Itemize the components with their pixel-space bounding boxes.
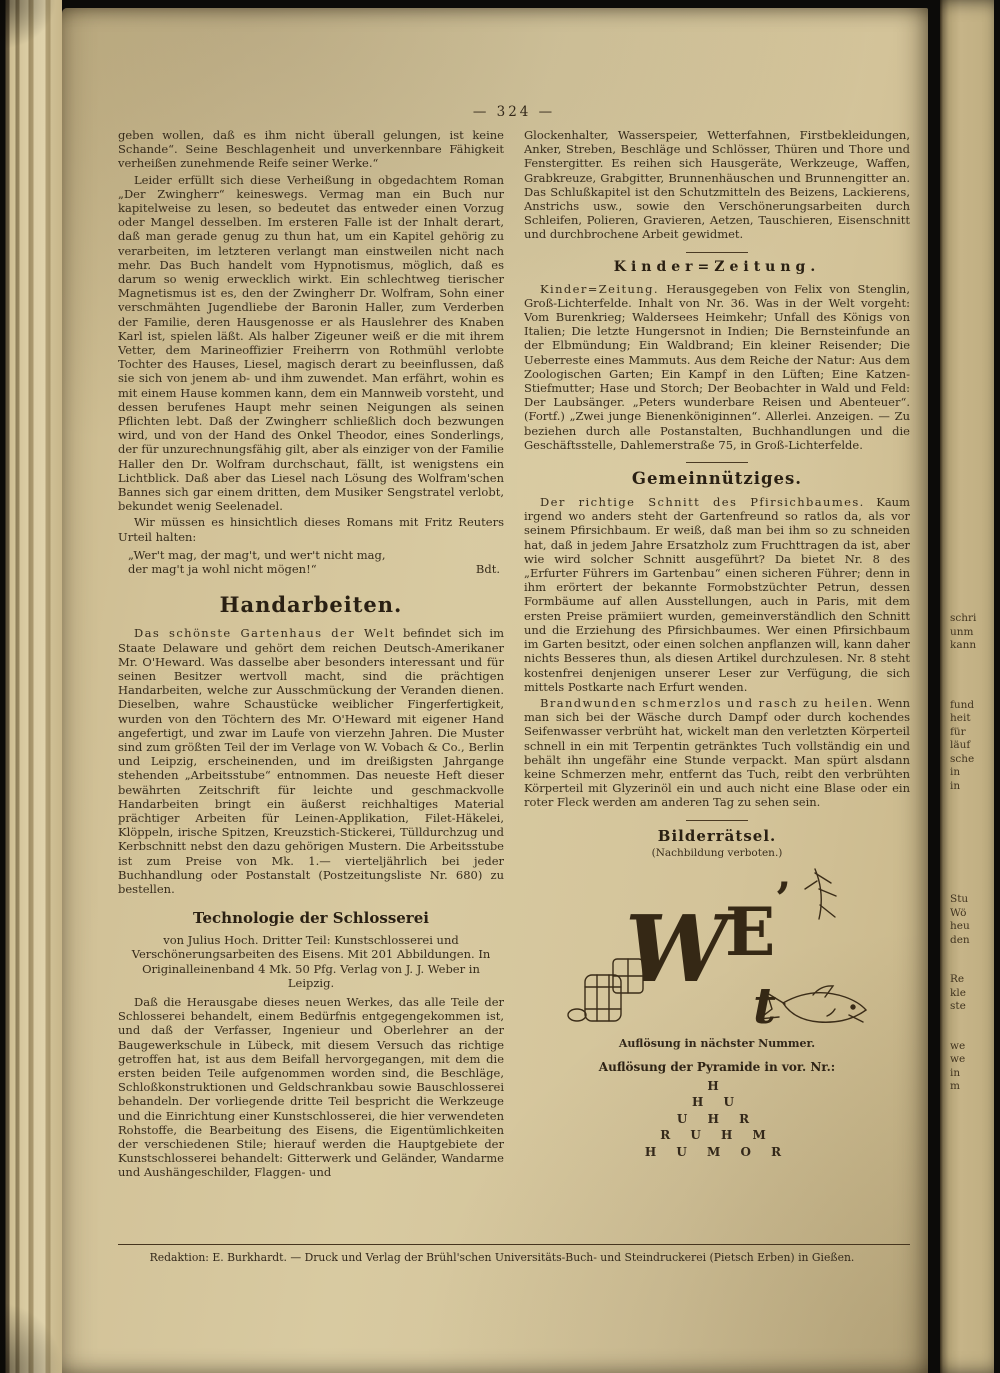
adjacent-page-text-fragment: in: [950, 766, 961, 778]
handarbeiten-body: befindet sich im Staate Delaware und gehört dem reichen Deutsch-Amerikaner Mr. O'Heward. Was dasselbe aber besonders interessant und für seinen Besitzer wertvoll macht, sind die prächtigen Handarbeiten, welche zur Ausschmückung der Veranden dienen. Dieselben, wahre Schaustücke weiblicher Fingerfertigkeit, wurden von den Töchtern des Mr. O'Heward mit eigener Hand angefertigt, und zwar im Laufe von vierzehn Jahren. Die Muster sind zum größten Teil der im Verlage von W. Vobach & Co., Berlin und Leipzig, erscheinenden, und im dreißigsten Jahrgange stehenden „Arbeitsstube“ entnommen. Das neueste Heft dieser bewährten Zeitschrift für leichte und geschmackvolle Handarbeiten bringt ein äußerst reichhaltiges Material prächtiger Arbeiten für Leinen-Applikation, Filet-Häkelei, Klöppeln, irische Spitzen, Kreuzstich-Stickerei, Tülldurchzug und Kerbschnitt nebst den dazu gehörigen Mustern. Die Arbeitsstube ist zum Preise von Mk. 1.— vierteljährlich bei jeder Buchhandlung oder Postanstalt (Postzeitungsliste Nr. 680) zu bestellen.: [118, 626, 504, 896]
section-heading-bilderraetsel: Bilderrätsel.: [657, 826, 777, 845]
adjacent-page-text-fragment: fund: [950, 698, 975, 711]
section-heading-gemeinnuetziges: Gemeinnütziges.: [631, 469, 803, 489]
branch-illustration: [805, 869, 836, 919]
section-heading-handarbeiten: Handarbeiten.: [219, 592, 403, 618]
page-number: — 324 —: [472, 104, 556, 120]
scanned-page: [62, 8, 928, 1373]
section-divider: [686, 252, 748, 253]
kinder-zeitung-body: Herausgegeben von Felix von Stenglin, Groß-Lichterfelde. Inhalt von Nr. 36. Was in der Welt vorgeht: Vom Burenkrieg; Waldersees Heimkehr; Unfall des Königs von Italien; Die letzte Hungersnot in Indien; Die Bernsteinfunde an der Elbmündung; Ein Waldbrand; Ein kleiner Reisender; Die Ueberreste eines Mammuts. Aus dem Reiche der Natur: Aus dem Zoologischen Garten; Ein Kampf in den Lüften; Eine Katzen-Stiefmutter; Hase und Storch; Der Beobachter in Wald und Feld: Der Laubsänger. „Peters wunderbare Reisen und Abenteuer“. (Fortf.) „Zwei junge Bienenköniginnen“. Allerlei. Anzeigen. — Zu beziehen durch alle Postanstalten, Buchhandlungen und die Geschäftsstelle, Dahlemerstraße 75, in Groß-Lichterfelde.: [524, 281, 910, 452]
adjacent-page-text-fragment: für: [950, 725, 966, 738]
rebus-letter-w: W: [625, 894, 729, 1003]
pyramid-solution-title: Auflösung der Pyramide in vor. Nr.:: [598, 1059, 836, 1074]
adjacent-page-text-fragment: in: [950, 1066, 961, 1079]
left-column: [118, 128, 504, 1182]
adjacent-page-text-fragment: den: [950, 933, 970, 946]
pyramid-row: H: [707, 1078, 727, 1093]
adjacent-page-text-fragment: Re: [950, 973, 965, 985]
rebus-letter-e: E: [725, 892, 776, 971]
handarbeiten-paragraph: [118, 626, 504, 896]
pfirsich-paragraph: [524, 495, 910, 694]
imprint-footer: Redaktion: E. Burkhardt. — Druck und Verlag der Brühl'schen Universitäts-Buch- und Steindruckerei (Pietsch Erben) in Gießen.: [149, 1251, 855, 1264]
adjacent-page-text: [950, 612, 992, 1094]
section-heading-technologie: Technologie der Schlosserei: [193, 909, 429, 928]
pfirsich-body: Kaum irgend wo anders steht der Gartenfreund so ratlos da, als vor seinem Pfirsichbaum. Er weiß, daß man bei ihm so zu schneiden hat, daß in jedem Jahre Ersatzholz zum Fruchttragen da ist, aber wie wird solcher Schnitt ausgeführt? Da bietet Nr. 8 des „Erfurter Führers im Gartenbau“ einen sicheren Führer; denn in ihm erörtert der bekannte Formobstzüchter Petrun, dessen Formbäume auf allen Ausstellungen, auch in Paris, mit dem ersten Preise prämiiert wurden, gemeinverständlich den Schnitt und die Erziehung des Pfirsichbaumes. Wer einen Pfirsichbaum im Garten besitzt, oder einen solchen anpflanzen will, kann daher nichts Besseres thun, als diesen Artikel durchzulesen. Nr. 8 steht kostenfrei denjenigen unserer Leser zur Verfügung, die sich mittels Postkarte nach Erfurt wenden.: [524, 495, 910, 694]
review-paragraph: Leider erfüllt sich diese Verheißung in obgedachtem Roman „Der Zwingherr“ keineswegs. Vermag man ein Buch nur kapitelweise zu lesen, so bedeutet das entweder einen Vorzug oder Mangel desselben. Im ersteren Falle ist der Inhalt derart, daß man gerade genug zu thun hat, um ein Kapitel gehörig zu verarbeiten, im letzteren verlangt man einstweilen nicht nach mehr. Das Buch handelt vom Hypnotismus, möglich, daß es darum so wenig erwecklich wirkt. Ein schlechtweg tierischer Magnetismus ist es, den der Zwingherr Dr. Wolfram, Sohn einer verschmähten Jugendliebe der Baronin Haller, zum Verderben der Familie, deren Hausgenosse er als Hauslehrer des Knaben Karl ist, spielen läßt. Als halber Zigeuner weiß er die mit ihrem Vetter, dem Marineoffizier Freiherrn von Rothmühl verlobte Tochter des Hauses, Liesel, magisch derart zu beeinflussen, daß sie sich von jenem ab- und ihm zuwendet. Man erfährt, wohin es mit einem Hause kommen kann, dem ein Mannweib vorsteht, und dessen berufenes Haupt mehr seinen Neigungen als seinen Pflichten lebt. Daß der Zwingherr schließlich doch bezwungen wird, und von der Hand des Onkel Theodor, eines Sonderlings, der für unzurechnungsfähig gilt, aber als einziger von der Familie Haller den Dr. Wolfram durchschaut, fällt, ist wenigstens ein Lichtblick. Daß aber das Liesel nach Lösung des Wolfram'schen Bannes sich gar einem dritten, dem Musiker Sengstratel verlobt, bekundet wenig Seelenadel.: [118, 172, 504, 514]
quote-attribution: Bdt.: [475, 562, 500, 577]
bilderraetsel-copyright-note: (Nachbildung verboten.): [651, 846, 783, 859]
adjacent-page-text-fragment: kann: [950, 639, 977, 651]
section-heading-kinder-zeitung: Kinder=Zeitung.: [613, 258, 821, 275]
review-continuation-paragraph: geben wollen, daß es ihm nicht überall gelungen, ist keine Schande“. Seine Beschlagenheit und unverkennbare Fähigkeit verheißen zunehmende Reife seiner Werke.“: [118, 128, 504, 171]
adjacent-page-text-fragment: heu: [950, 920, 970, 932]
kinder-zeitung-lead: Kinder=Zeitung.: [540, 281, 659, 296]
adjacent-page-text-fragment: sche: [950, 752, 975, 765]
brandwunden-lead: Brandwunden schmerzlos und rasch zu heilen.: [540, 695, 874, 710]
adjacent-page-text-fragment: unm: [950, 625, 974, 638]
adjacent-page-sliver: [940, 0, 994, 1373]
adjacent-page-text-fragment: Wö: [950, 906, 967, 919]
pyramid-row: H U M O R: [644, 1144, 790, 1159]
pyramid-row: H U: [692, 1095, 742, 1110]
book-page-stack-edge: [0, 0, 62, 1373]
pyramid-solution: [524, 1078, 910, 1161]
kinder-zeitung-paragraph: [524, 282, 910, 452]
brandwunden-body: Wenn man sich bei der Wäsche durch Dampf oder durch kochendes Seifenwasser verbrüht hat, wickelt man den verletzten Körperteil schnell in ein mit Terpentin getränktes Tuch vollständig ein und behält ihn ungefähr eine Stunde verpackt. Man spürt alsdann keine Schmerzen mehr, entfernt das Tuch, reibt den verbrühten Körperteil mit Glyzerinöl ein und auch nicht eine Blase oder ein roter Fleck werden am anderen Tag zu sehen sein.: [524, 695, 910, 810]
review-closing-paragraph: Wir müssen es hinsichtlich dieses Romans mit Fritz Reuters Urteil halten:: [118, 515, 504, 544]
adjacent-page-text-fragment: läuf: [950, 739, 971, 751]
adjacent-page-text-fragment: kle: [950, 986, 966, 999]
adjacent-page-text-fragment: schri: [950, 612, 977, 624]
quote-line-1: „Wer't mag, der mag't, und wer't nicht mag,: [128, 547, 386, 562]
pyramid-row: U H R: [676, 1111, 758, 1126]
rebus-letter-t: t: [753, 975, 777, 1035]
adjacent-page-text-fragment: ste: [950, 1000, 966, 1012]
handarbeiten-lead: Das schönste Gartenhaus der Welt: [134, 626, 396, 641]
technologie-paragraph: Daß die Herausgabe dieses neuen Werkes, das alle Teile der Schlosserei behandelt, einem Bedürfnis entgegengekommen ist, und daß der Verfasser, Ingenieur und Oberlehrer an der Baugewerkschule in Lübeck, mit diesem Versuch das richtige getroffen hat, ist aus dem Beifall hervorgegangen, mit dem die ersten beiden Teile aufgenommen worden sind, die Beschläge, Schloßkonstruktionen und Geldschrankbau sowie Bauschlosserei behandeln. Der vorliegende dritte Teil bespricht die Werkzeuge und die Einrichtung einer Kunstschlosserei, die hier verwendeten Rohstoffe, die Bearbeitung des Eisens, die Eigentümlichkeiten der verschiedenen Stile; hierauf werden die Hauptgebiete der Kunstschlosserei behandelt: Gitterwerk und Geländer, Wandarme und Aushängeschilder, Flaggen- und: [118, 994, 504, 1180]
footer-rule: [118, 1244, 910, 1245]
pfirsich-lead: Der richtige Schnitt des Pfirsichbaumes.: [540, 495, 865, 510]
reuter-quote: [128, 548, 504, 576]
adjacent-page-text-fragment: Stu: [950, 893, 969, 905]
adjacent-page-text-fragment: heit: [950, 712, 971, 724]
adjacent-page-text-fragment: in: [950, 779, 961, 792]
right-column: [524, 128, 910, 1160]
section-divider: [686, 462, 748, 463]
bilderraetsel-caption: Auflösung in nächster Nummer.: [618, 1036, 816, 1050]
quote-line-2: der mag't ja wohl nicht mögen!“: [128, 562, 317, 577]
technologie-subtitle: von Julius Hoch. Dritter Teil: Kunstschlosserei und Verschönerungsarbeiten des Eisens. Mit 201 Abbildungen. In Originalleinenband 4 Mk. 50 Pfg. Verlag von J. J. Weber in Leipzig.: [131, 933, 491, 990]
adjacent-page-text-fragment: we: [950, 1053, 966, 1065]
rebus-apostrophe: ’: [775, 871, 792, 926]
pyramid-row: R U H M: [660, 1128, 774, 1143]
section-divider: [686, 820, 748, 821]
adjacent-page-text-fragment: m: [950, 1080, 960, 1092]
brandwunden-paragraph: [524, 696, 910, 810]
bilderraetsel-illustration: [547, 863, 887, 1035]
adjacent-page-text-fragment: we: [950, 1039, 966, 1052]
technologie-continuation-paragraph: Glockenhalter, Wasserspeier, Wetterfahnen, Firstbekleidungen, Anker, Streben, Beschläge und Schlösser, Thüren und Thore und Fenstergitter. Es reihen sich Hausgeräte, Werkzeuge, Waffen, Grabkreuze, Grabgitter, Brunnenhäuschen und Brunnengitter an. Das Schlußkapitel ist den Schutzmitteln des Beizens, Lackierens, Anstrichs usw., sowie den Verschönerungsarbeiten durch Schleifen, Polieren, Gravieren, Aetzen, Tauschieren, Eisenschnitt und durchbrochene Arbeit gewidmet.: [524, 128, 910, 242]
